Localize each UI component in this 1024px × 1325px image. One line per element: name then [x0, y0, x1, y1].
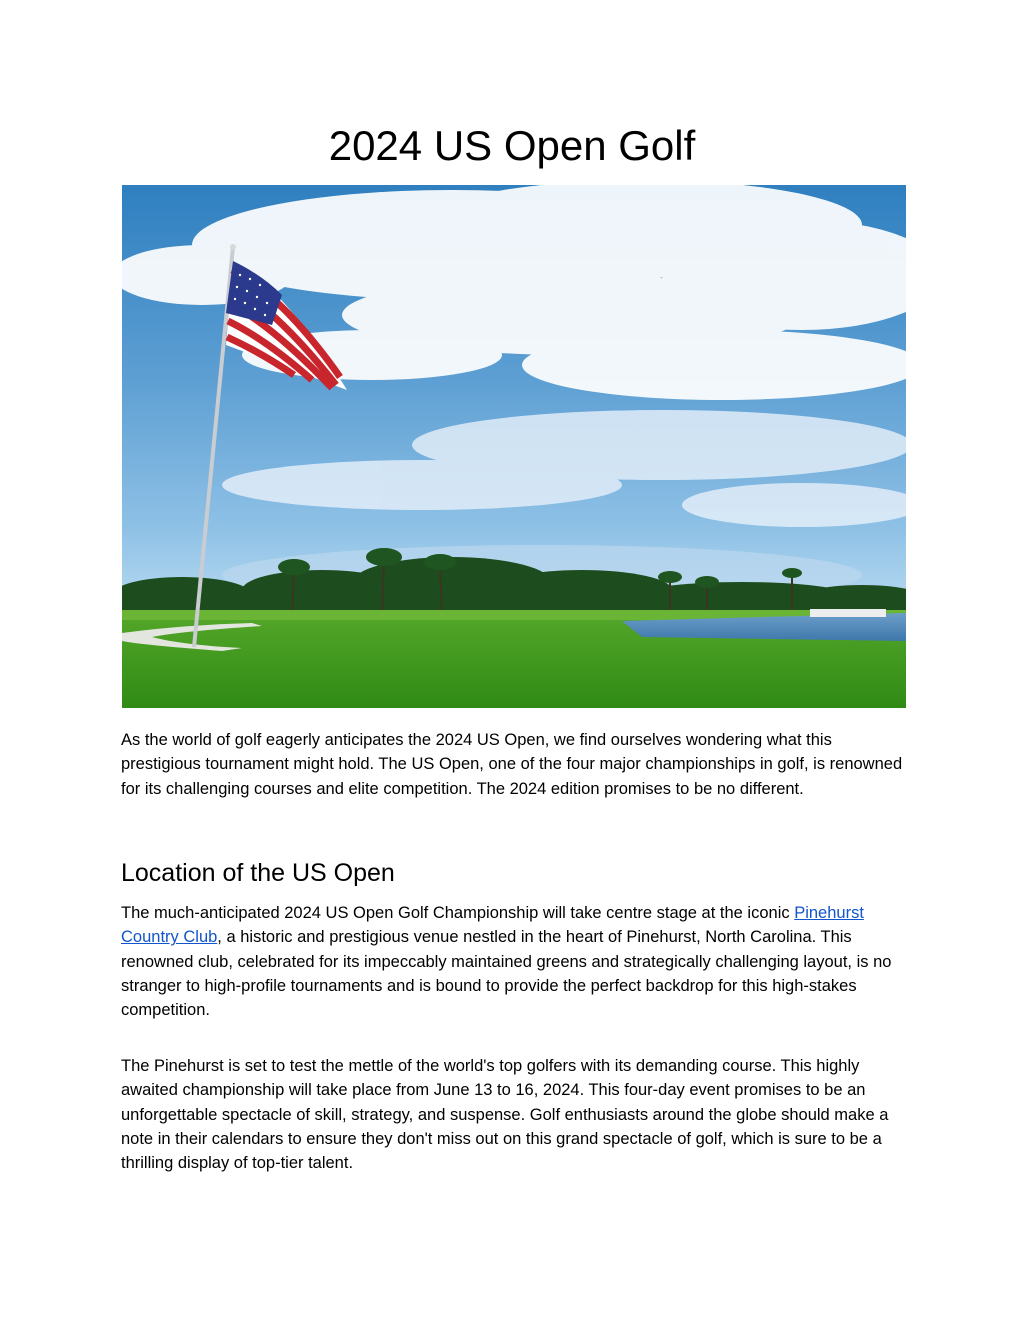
intro-paragraph: As the world of golf eagerly anticipates the 2024 US Open, we find ourselves wondering what this prestigious tournament might hold. The US Open, one of the four major championships in golf, is renowned for its challenging courses and elite competition. The 2024 edition promises to be no different. — [121, 731, 903, 798]
page-title: 2024 US Open Golf — [328, 122, 696, 169]
hero-image-golf-course-flag — [122, 185, 906, 708]
location-text-before: The much-anticipated 2024 US Open Golf Championship will take centre stage at the iconic — [121, 904, 795, 922]
section-heading: Location of the US Open — [121, 859, 395, 887]
pinehurst-country-club-link[interactable]: Pinehurst Country Club — [121, 904, 864, 947]
location-paragraph — [121, 901, 911, 1022]
dates-paragraph: The Pinehurst is set to test the mettle of the world's top golfers with its demanding course. This highly awaited championship will take place from June 13 to 16, 2024. This four-day event promises to be an unforgettable spectacle of skill, strategy, and suspense. Golf enthusiasts around the globe should make a note in their calendars to ensure they don't miss out on this grand spectacle of golf, which is sure to be a thrilling display of top-tier talent. — [121, 1057, 889, 1173]
location-text-after: , a historic and prestigious venue nestled in the heart of Pinehurst, North Carolina. This renowned club, celebrated for its impeccably maintained greens and strategically challenging layout, is no stranger to high-profile tournaments and is bound to provide the perfect backdrop for this high-stakes competition. — [121, 928, 892, 1020]
